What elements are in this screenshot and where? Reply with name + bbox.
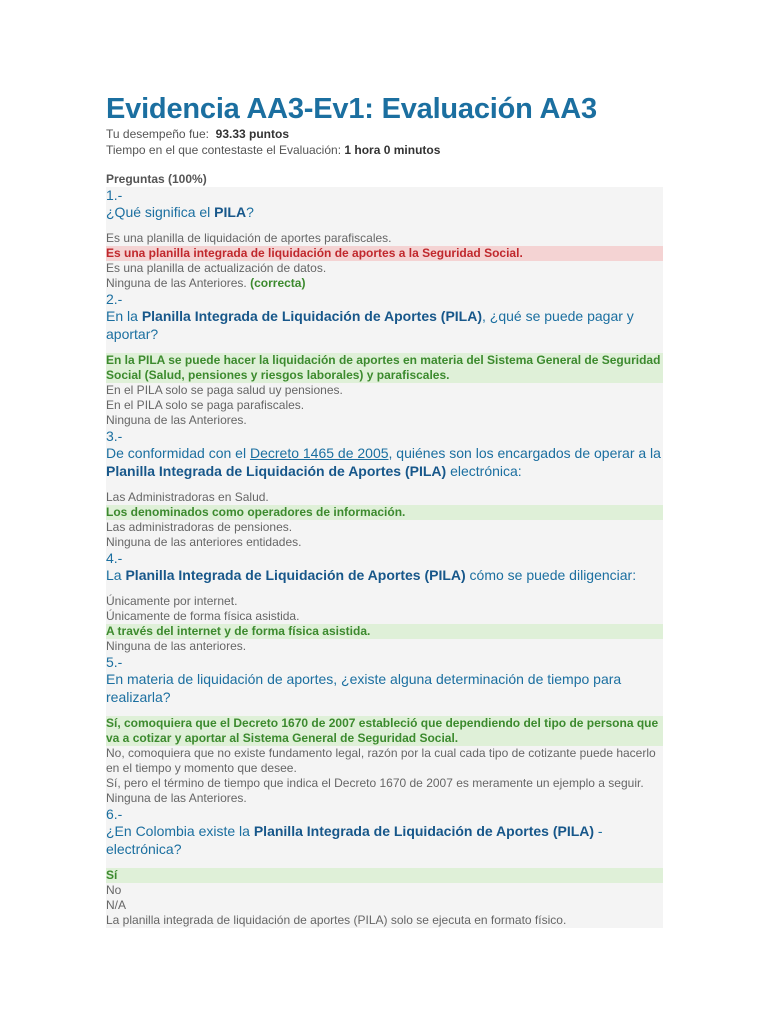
score-unit: puntos — [249, 127, 290, 141]
answer-option — [106, 490, 663, 505]
answer-option — [106, 898, 663, 913]
answer-option-text: Es una planilla integrada de liquidación de aportes a la Seguridad Social. — [106, 246, 523, 260]
answer-option — [106, 716, 663, 746]
answer-option — [106, 639, 663, 654]
question-text-part: ¿Qué significa el — [106, 204, 215, 220]
question-item — [106, 428, 663, 550]
answer-option-text: Sí — [106, 868, 118, 882]
question-number: 3.- — [106, 428, 123, 444]
answer-option-text: Las Administradoras en Salud. — [106, 490, 269, 504]
question-item — [106, 654, 663, 806]
answer-option-text: La planilla integrada de liquidación de aportes (PILA) solo se ejecuta en formato físico. — [106, 913, 567, 927]
score-value: 93.33 — [215, 127, 246, 141]
question-text — [106, 444, 663, 490]
question-text-part: ¿En Colombia existe la — [106, 823, 254, 839]
answer-option-text: Los denominados como operadores de información. — [106, 505, 406, 519]
answer-option-text: Únicamente por internet. — [106, 594, 238, 608]
question-text — [106, 822, 663, 868]
question-text — [106, 566, 663, 594]
answer-option — [106, 261, 663, 276]
answer-option — [106, 505, 663, 520]
answer-option-text: En el PILA solo se paga salud uy pensiones. — [106, 383, 343, 397]
answer-option-text: No, comoquiera que no existe fundamento legal, razón por la cual cada tipo de cotizante puede hacerlo en el tiempo y momento que desee. — [106, 746, 656, 775]
question-text-part: En la — [106, 308, 142, 324]
section-label: Preguntas (100%) — [106, 172, 207, 186]
question-item — [106, 806, 663, 928]
answer-option-text: Ninguna de las Anteriores. — [106, 791, 247, 805]
questions-list — [106, 187, 663, 928]
question-text-part: , ¿qué se puede pagar y aportar? — [106, 308, 634, 342]
answer-option-text: Sí, pero el término de tiempo que indica el Decreto 1670 de 2007 es meramente un ejemplo a seguir. — [106, 776, 644, 790]
time-value: 1 hora 0 minutos — [344, 143, 441, 157]
answer-option-text: Ninguna de las Anteriores. — [106, 276, 247, 290]
answer-option-text: Es una planilla de actualización de datos. — [106, 261, 327, 275]
answer-option — [106, 535, 663, 550]
answer-option-text: N/A — [106, 898, 127, 912]
question-text-part: Planilla Integrada de Liquidación de Aportes (PILA) — [253, 823, 595, 839]
question-text-part: PILA — [214, 204, 247, 220]
answer-option — [106, 746, 663, 776]
question-text — [106, 670, 663, 716]
question-number: 4.- — [106, 550, 123, 566]
question-text-part: De conformidad con el — [106, 445, 250, 461]
answer-option — [106, 868, 663, 883]
answer-option — [106, 791, 663, 806]
question-text-part: La — [106, 567, 126, 583]
question-text — [106, 307, 663, 353]
answer-option — [106, 276, 663, 291]
answer-option — [106, 353, 663, 383]
question-text-part: En materia de liquidación de aportes, ¿existe alguna determinación de tiempo para realizarla? — [106, 671, 622, 705]
answer-option — [106, 776, 663, 791]
question-text-part: electrónica: — [446, 463, 522, 479]
answer-option-text: Ninguna de las anteriores. — [106, 639, 247, 653]
question-number: 1.- — [106, 187, 123, 203]
answer-option-text: Las administradoras de pensiones. — [106, 520, 293, 534]
question-item — [106, 550, 663, 654]
question-text-part: ? — [246, 204, 254, 220]
answer-option — [106, 383, 663, 398]
question-number: 5.- — [106, 654, 123, 670]
score-line — [106, 127, 663, 142]
answer-option — [106, 398, 663, 413]
answer-option-text: Sí, comoquiera que el Decreto 1670 de 2007 estableció que dependiendo del tipo de persona que va a cotizar y aportar al Sistema General de Seguridad Social. — [106, 716, 659, 745]
answer-option — [106, 624, 663, 639]
answer-option-text: En el PILA solo se paga parafiscales. — [106, 398, 305, 412]
answer-option — [106, 883, 663, 898]
answer-option-text: Únicamente de forma física asistida. — [106, 609, 300, 623]
question-text-part: cómo se puede diligenciar: — [465, 567, 637, 583]
answer-option — [106, 609, 663, 624]
time-line — [106, 143, 663, 158]
time-label: Tiempo en el que contestaste el Evaluación: — [106, 143, 342, 157]
question-item — [106, 291, 663, 428]
question-number: 2.- — [106, 291, 123, 307]
question-text — [106, 203, 663, 231]
answer-option-text: Ninguna de las anteriores entidades. — [106, 535, 302, 549]
page-title: Evidencia AA3-Ev1: Evaluación AA3 — [106, 93, 597, 125]
correct-note: (correcta) — [250, 276, 306, 290]
answer-option — [106, 413, 663, 428]
answer-option-text: A través del internet y de forma física asistida. — [106, 624, 371, 638]
answer-option — [106, 246, 663, 261]
answer-option-text: No — [106, 883, 122, 897]
answer-option — [106, 231, 663, 246]
question-text-part: Planilla Integrada de Liquidación de Aportes (PILA) — [125, 567, 466, 583]
answer-option-text: Ninguna de las Anteriores. — [106, 413, 247, 427]
score-label: Tu desempeño fue: — [106, 127, 209, 141]
answer-option-text: Es una planilla de liquidación de aportes parafiscales. — [106, 231, 392, 245]
answer-option-text: En la PILA se puede hacer la liquidación de aportes en materia del Sistema General de Seguridad Social (Salud, pensiones y riesgos laborales) y parafiscales. — [106, 353, 661, 382]
answer-option — [106, 594, 663, 609]
question-number: 6.- — [106, 806, 123, 822]
question-text-part: - electrónica? — [106, 823, 603, 857]
answer-option — [106, 520, 663, 535]
question-text-part: , quiénes son los encargados de operar a la — [388, 445, 661, 461]
question-text-part: Planilla Integrada de Liquidación de Aportes (PILA) — [141, 308, 483, 324]
question-text-part: Planilla Integrada de Liquidación de Aportes (PILA) — [106, 463, 447, 479]
question-text-link[interactable]: Decreto 1465 de 2005 — [249, 445, 389, 461]
question-item — [106, 187, 663, 291]
answer-option — [106, 913, 663, 928]
